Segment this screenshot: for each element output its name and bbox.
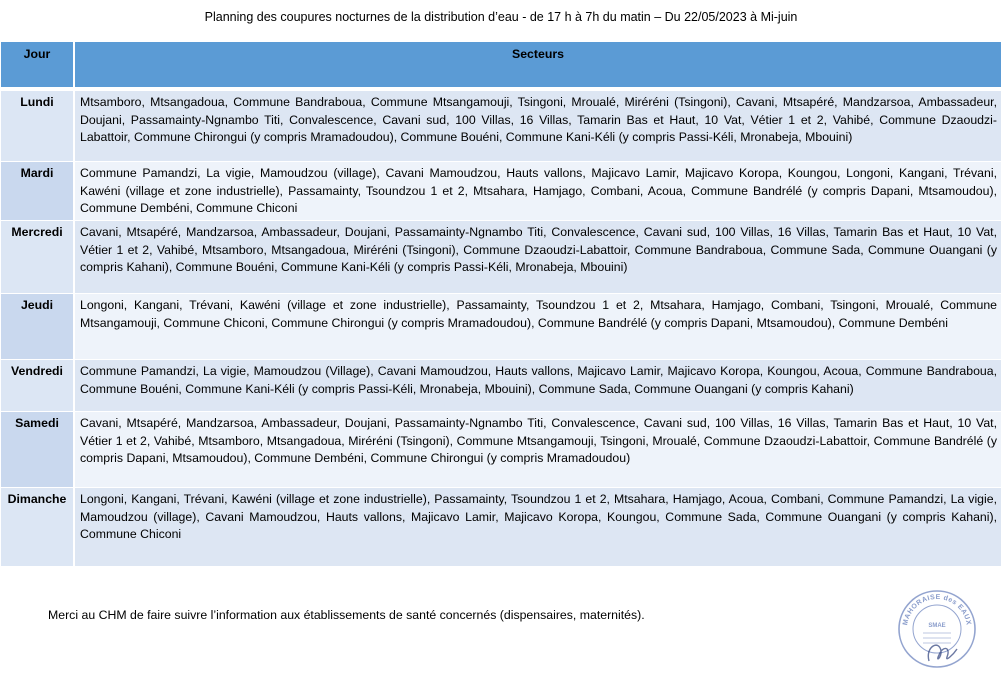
day-cell: Vendredi <box>1 359 75 411</box>
company-stamp <box>895 585 979 669</box>
table-row <box>1 161 1001 220</box>
svg-text:MAHORAISE des EAUX: MAHORAISE des EAUX <box>902 593 972 627</box>
footer-note: Merci au CHM de faire suivre l’information aux établissements de santé concernés (dispensaires, maternités). <box>48 608 645 622</box>
table-row <box>1 359 1001 411</box>
sectors-cell: Commune Pamandzi, La vigie, Mamoudzou (Village), Cavani Mamoudzou, Hauts vallons, Majicavo Lamir, Majicavo Koropa, Koungou, Acoua, Commune Bandraboua, Commune Bouéni, Commune Kani-Kéli (y compris Passi-Kéli, Mronabeja, Mbouini), Commune Sada, Commune Ouangani (y compris Kahani) <box>75 359 1001 411</box>
sectors-cell: Longoni, Kangani, Trévani, Kawéni (village et zone industrielle), Passamainty, Tsoundzou 1 et 2, Mtsahara, Hamjago, Combani, Tsingoni, Mroualé, Commune Mtsangamouji, Commune Chiconi, Commune Chirongui (y compris Mramadoudou), Commune Bandrélé (y compris Dapani, Mtsamoudou), Commune Dembéni <box>75 293 1001 359</box>
sectors-cell: Cavani, Mtsapéré, Mandzarsoa, Ambassadeur, Doujani, Passamainty-Ngnambo Titi, Convalescence, Cavani sud, 100 Villas, 16 Villas, Tamarin Bas et Haut, 10 Vat, Vétier 1 et 2, Vahibé, Mtsamboro, Mtsangadoua, Miréréni (Tsingoni), Commune Mtsangamouji, Tsingoni, Mroualé, Commune Dzaoudzi-Labattoir, Commune Bandrélé (y compris Dapani, Mtsamoudou), Commune Dembéni, Commune Chirongui (y compris Mramadoudou) <box>75 411 1001 487</box>
table-row <box>1 487 1001 566</box>
header-sectors: Secteurs <box>75 42 1001 87</box>
day-cell: Dimanche <box>1 487 75 566</box>
day-cell: Lundi <box>1 90 75 161</box>
table-row <box>1 293 1001 359</box>
day-cell: Samedi <box>1 411 75 487</box>
table-row <box>1 220 1001 293</box>
page-title: Planning des coupures nocturnes de la distribution d’eau - de 17 h à 7h du matin – Du 22/05/2023 à Mi-juin <box>204 10 798 24</box>
svg-text:SMAE: SMAE <box>928 623 946 629</box>
sectors-cell: Commune Pamandzi, La vigie, Mamoudzou (village), Cavani Mamoudzou, Hauts vallons, Majicavo Lamir, Majicavo Koropa, Koungou, Longoni, Kangani, Trévani, Kawéni (village et zone industrielle), Passamainty, Tsoundzou 1 et 2, Mtsahara, Hamjago, Combani, Acoua, Commune Bandrélé (y compris Dapani, Mtsamoudou), Commune Dembéni, Commune Chiconi <box>75 161 1001 220</box>
day-cell: Mardi <box>1 161 75 220</box>
sectors-cell: Mtsamboro, Mtsangadoua, Commune Bandraboua, Commune Mtsangamouji, Tsingoni, Mroualé, Miréréni (Tsingoni), Cavani, Mtsapéré, Mandzarsoa, Ambassadeur, Doujani, Passamainty-Ngnambo Titi, Convalescence, Cavani sud, 100 Villas, 16 Villas, Tamarin Bas et Haut, 10 Vat, Vétier 1 et 2, Vahibé, Commune Dzaoudzi-Labattoir, Commune Chirongui (y compris Mramadoudou), Commune Bouéni, Commune Kani-Kéli (y compris Passi-Kéli, Mronabeja, Mbouini) <box>75 90 1001 161</box>
day-cell: Jeudi <box>1 293 75 359</box>
schedule-table <box>1 42 1001 566</box>
sectors-cell: Longoni, Kangani, Trévani, Kawéni (village et zone industrielle), Passamainty, Tsoundzou 1 et 2, Mtsahara, Hamjago, Acoua, Combani, Commune Pamandzi, La vigie, Mamoudzou (village), Cavani Mamoudzou, Hauts vallons, Majicavo Lamir, Majicavo Koropa, Koungou, Commune Sada, Commune Ouangani (y compris Kahani), Commune Chiconi <box>75 487 1001 566</box>
header-day: Jour <box>1 42 75 87</box>
day-cell: Mercredi <box>1 220 75 293</box>
table-row <box>1 90 1001 161</box>
sectors-cell: Cavani, Mtsapéré, Mandzarsoa, Ambassadeur, Doujani, Passamainty-Ngnambo Titi, Convalescence, Cavani sud, 100 Villas, 16 Villas, Tamarin Bas et Haut, 10 Vat, Vétier 1 et 2, Vahibé, Mtsamboro, Mtsangadoua, Miréréni (Tsingoni), Commune Dzaoudzi-Labattoir, Commune Bandraboua, Commune Sada, Commune Ouangani (y compris Kahani), Commune Bouéni, Commune Kani-Kéli (y compris Passi-Kéli, Mronabeja, Mbouini) <box>75 220 1001 293</box>
table-header-row <box>1 42 1001 87</box>
table-row <box>1 411 1001 487</box>
